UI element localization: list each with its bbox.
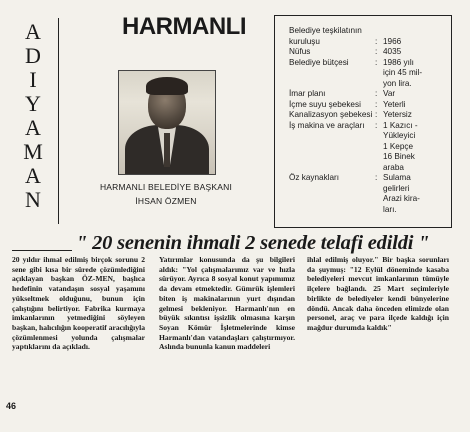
- page-title: HARMANLI: [122, 13, 246, 40]
- info-value: 1 Kepçe: [383, 141, 414, 151]
- info-value: Yetersiz: [383, 110, 412, 119]
- info-key: [289, 205, 375, 216]
- info-row: [289, 163, 451, 174]
- info-colon: [375, 26, 383, 37]
- info-key: İçme suyu şebekesi: [289, 99, 361, 109]
- info-colon: :: [375, 99, 378, 109]
- side-letter: N: [25, 187, 41, 212]
- article-headline: " 20 senenin ihmali 2 senede telafi edildi ": [76, 232, 430, 254]
- info-value: için 45 mil-: [383, 68, 423, 77]
- info-colon: [375, 79, 383, 90]
- info-value: Sulama: [383, 173, 411, 182]
- side-letter: A: [25, 19, 41, 44]
- info-colon: [375, 152, 383, 163]
- info-value: gelirleri: [383, 183, 410, 193]
- vertical-divider: [58, 18, 59, 224]
- info-value: ları.: [383, 204, 397, 214]
- info-colon: :: [375, 120, 378, 130]
- info-colon: [375, 205, 383, 216]
- info-key: [289, 194, 375, 205]
- caption-title: HARMANLI BELEDİYE BAŞKANI: [99, 182, 233, 192]
- info-row: [289, 89, 451, 100]
- info-colon: :: [375, 57, 378, 67]
- info-key: Nüfus: [289, 47, 311, 56]
- info-box: [274, 15, 452, 228]
- info-value: 1986 yılı: [383, 57, 414, 67]
- column-text: 20 yıldır ihmal edilmiş birçok sorunu 2 sene gibi kısa bir sürede çözümlediğini açıklayan başkan ÖZ-MEN, başlıca hedefinin vatandaşın sosyal yaşamını yükseltmek olduğunu, bunun için çalıştığını belirtiyor. Fabrika kurmaya imkanlarının yetmediğini söyleyen başkan, halıcılığın kooperatif aracılığıyla çözümlenmesi yolunda çalışmalar yaptıklarını da açıkladı.: [12, 255, 145, 352]
- info-key: [289, 79, 375, 90]
- side-letter: Y: [25, 91, 41, 116]
- mayor-portrait-photo: [118, 70, 216, 175]
- info-row: [289, 100, 451, 111]
- info-colon: [375, 131, 383, 142]
- info-key: kuruluşu: [289, 36, 320, 46]
- side-letter: A: [25, 163, 41, 188]
- info-row: [289, 68, 451, 79]
- info-row: [289, 131, 451, 142]
- info-value: 16 Binek: [383, 152, 415, 161]
- info-key: Belediye bütçesi: [289, 57, 349, 67]
- info-colon: :: [375, 173, 378, 182]
- info-row: [289, 79, 451, 90]
- caption-name: İHSAN ÖZMEN: [135, 196, 197, 206]
- article-column-2: [159, 255, 295, 352]
- info-row: [289, 110, 451, 121]
- column-text: ihlal edilmiş oluyor." Bir başka sorunları da şuymuş: "12 Eylül döneminde kasaba belediyeleri mevcut imkanlarının tümüyle ilçelere bağlandı. 25 Mart seçimleriyle birlikte de belediyeler kendi bünyelerine döndü. Ancak daha önceden elimizde olan personel, araç ve para ilçede kaldığı için mağdur durumda kaldık": [307, 255, 449, 332]
- info-colon: :: [375, 36, 378, 46]
- article-column-3: [307, 255, 449, 333]
- side-letter: I: [29, 67, 37, 92]
- page-number: 46: [6, 401, 17, 411]
- info-key: [289, 152, 375, 163]
- info-colon: [375, 194, 383, 205]
- info-row: [289, 142, 451, 153]
- info-row: [289, 205, 451, 216]
- article-column-1: [12, 255, 145, 352]
- info-row: [289, 121, 451, 132]
- info-key: [289, 163, 375, 174]
- info-key: Kanalizasyon şebekesi: [289, 110, 373, 119]
- info-value: Yükleyici: [383, 131, 416, 140]
- headline-rule: [12, 250, 72, 251]
- info-value: Yeterli: [383, 99, 406, 109]
- info-value: Var: [383, 89, 396, 98]
- info-row: [289, 194, 451, 205]
- info-colon: :: [375, 89, 378, 98]
- photo-caption: [96, 180, 236, 208]
- info-colon: :: [375, 47, 378, 56]
- info-key: İmar planı: [289, 89, 326, 98]
- info-value: araba: [383, 162, 404, 172]
- info-key: [289, 184, 375, 195]
- info-value: [383, 26, 447, 37]
- column-text: Yatırımlar konusunda da şu bilgileri aldık: "Yol çalışmalarımız var ve hızla sürüyor. Ayrıca 8 sosyal konut yapımımız da devam etmektedir. Gümrük işlemleri biten iş makinalarının yurt dışından gelmesi bekleniyor. Harmanlı'nın en büyük sıkıntısı işsizlik olmasına karşın Soyan Kömür İşletmelerinde kimse Harmanlı'dan vatandaşları çalıştırmıyor. Aslında bununla kanun maddeleri: [159, 255, 295, 352]
- side-letter: D: [25, 43, 41, 68]
- info-value: 1 Kazıcı -: [383, 120, 418, 130]
- info-colon: [375, 142, 383, 153]
- info-row: [289, 26, 451, 37]
- info-key: İş makina ve araçları: [289, 120, 365, 130]
- info-value: yon lira.: [383, 78, 412, 88]
- side-title-adiyaman: [18, 20, 48, 212]
- info-colon: [375, 68, 383, 79]
- info-row: [289, 58, 451, 69]
- info-key: [289, 68, 375, 79]
- info-value: 1966: [383, 36, 402, 46]
- info-row: [289, 37, 451, 48]
- info-colon: [375, 184, 383, 195]
- info-row: [289, 173, 451, 184]
- info-colon: :: [375, 110, 378, 119]
- info-value: 4035: [383, 47, 402, 56]
- info-row: [289, 47, 451, 58]
- info-value: Arazi kira-: [383, 194, 420, 203]
- side-letter: A: [25, 115, 41, 140]
- side-letter: M: [23, 139, 43, 164]
- info-key: [289, 131, 375, 142]
- info-row: [289, 184, 451, 195]
- info-row: [289, 152, 451, 163]
- info-colon: [375, 163, 383, 174]
- info-key: Öz kaynakları: [289, 173, 340, 182]
- info-key: [289, 142, 375, 153]
- info-key: Belediye teşkilatının: [289, 26, 362, 35]
